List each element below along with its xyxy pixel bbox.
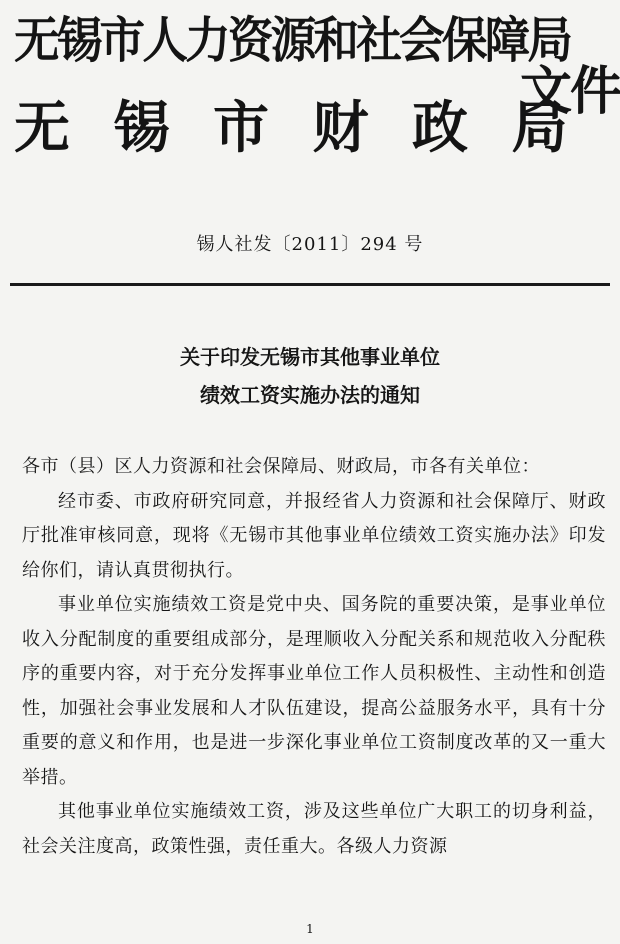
document-type-label: 文件 xyxy=(520,61,620,122)
body-paragraph-2: 事业单位实施绩效工资是党中央、国务院的重要决策，是事业单位收入分配制度的重要组成部分，是理顺收入分配关系和规范收入分配秩序的重要内容，对于充分发挥事业单位工作人员积极性、主动性和创造性，加强社会事业发展和人才队伍建设，提高公益服务水平，具有十分重要的意义和作用，也是进一步深化事业单位工资制度改革的又一重大举措。 xyxy=(22,594,606,788)
notice-title-line-2: 绩效工资实施办法的通知 xyxy=(200,383,420,407)
body-paragraph-1: 经市委、市政府研究同意，并报经省人力资源和社会保障厅、财政厅批准审核同意，现将《无锡市其他事业单位绩效工资实施办法》印发给你们，请认真贯彻执行。 xyxy=(22,490,606,581)
notice-title xyxy=(0,338,620,414)
notice-body xyxy=(22,450,606,864)
page-number: 1 xyxy=(306,922,314,936)
issuer-finance-bureau: 无 锡 市 财 政 局 xyxy=(14,95,580,161)
header-divider xyxy=(10,283,610,286)
notice-title-line-1: 关于印发无锡市其他事业单位 xyxy=(180,345,440,369)
document-number: 锡人社发〔2011〕294 号 xyxy=(196,234,424,255)
body-paragraph-3: 其他事业单位实施绩效工资，涉及这些单位广大职工的切身利益，社会关注度高，政策性强，责任重大。各级人力资源 xyxy=(22,801,606,857)
issuer-hrss-bureau: 无锡市人力资源和社会保障局 xyxy=(14,11,571,69)
salutation: 各市（县）区人力资源和社会保障局、财政局，市各有关单位： xyxy=(22,456,540,477)
